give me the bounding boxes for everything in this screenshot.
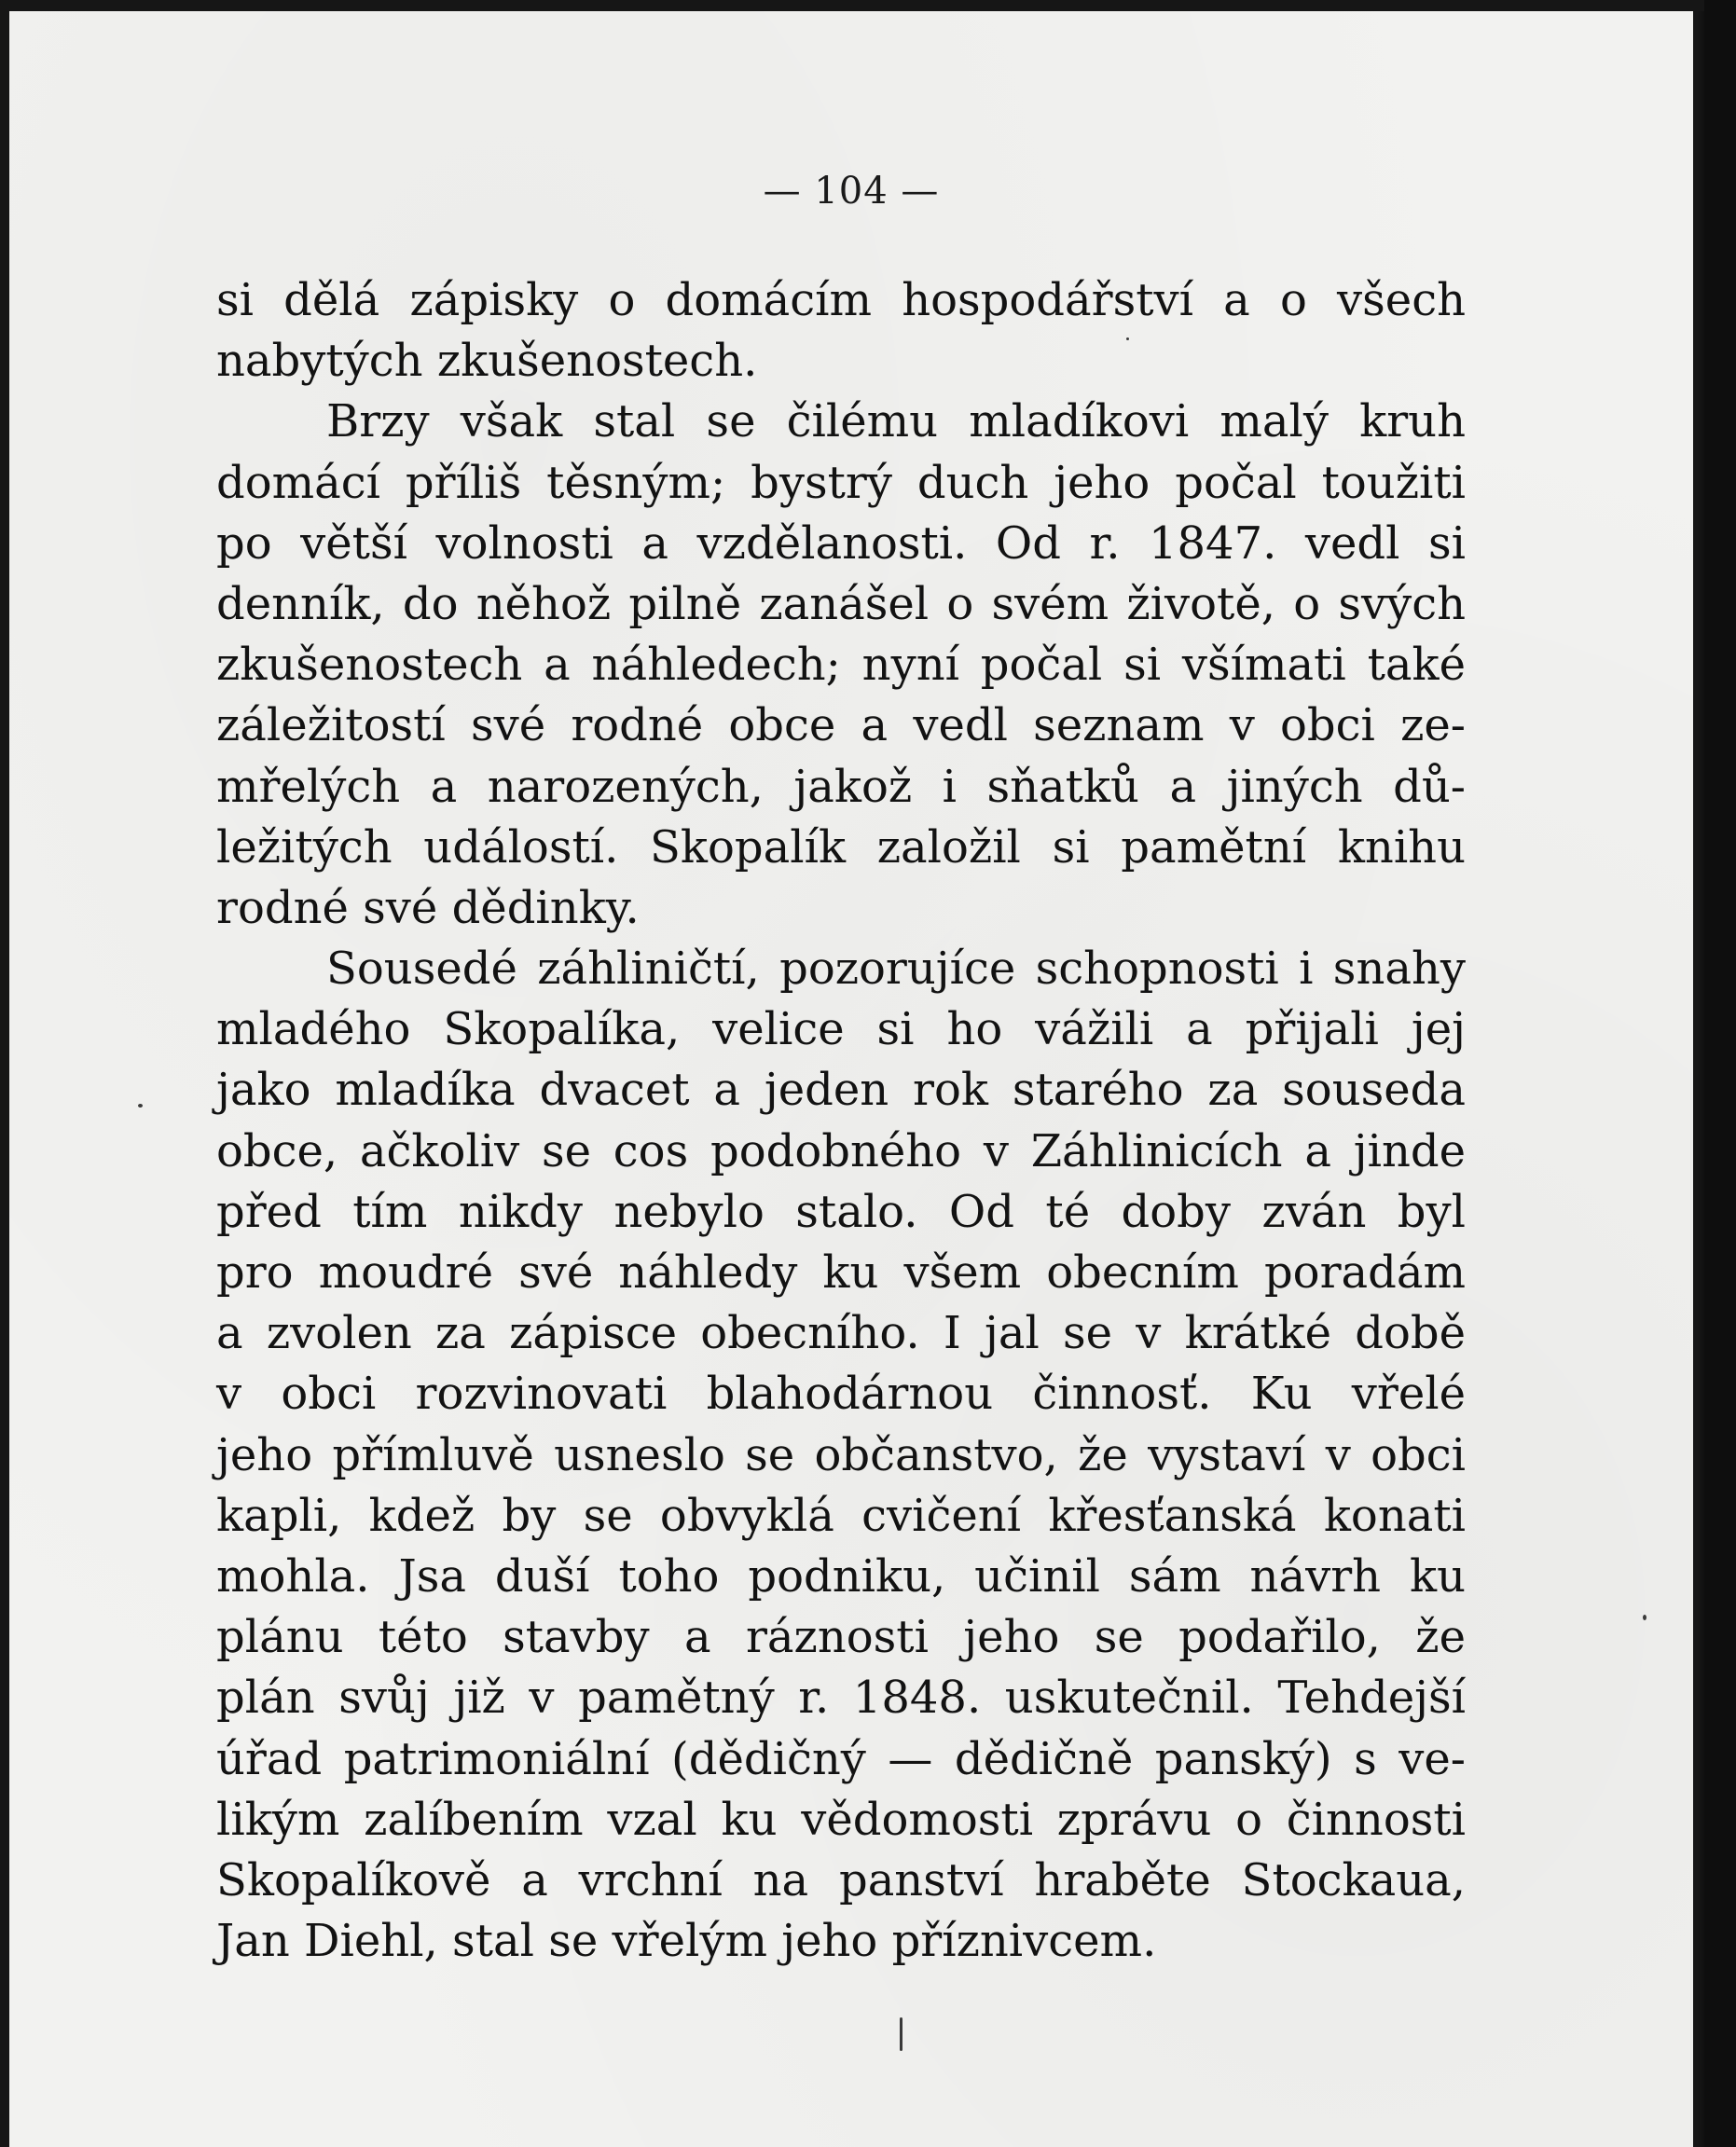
paper-speck	[1126, 337, 1129, 340]
text-line: plánu této stavby a ráznosti jeho se podařilo, že	[216, 1611, 1466, 1664]
text-line: pro moudré své náhledy ku všem obecním poradám	[216, 1246, 1466, 1299]
page-number: — 104 —	[763, 170, 940, 213]
text-line: mohla. Jsa duší toho podniku, učinil sám návrh ku	[216, 1549, 1466, 1603]
text-line: nabytých zkušenostech.	[216, 335, 758, 388]
text-line: jako mladíka dvacet a jeden rok starého za souseda	[216, 1064, 1466, 1117]
text-line: záležitostí své rodné obce a vedl seznam v obci ze-	[216, 699, 1466, 752]
text-line: po větší volnosti a vzdělanosti. Od r. 1847. vedl si	[216, 516, 1466, 570]
text-line: likým zalíbením vzal ku vědomosti zprávu o činnosti	[216, 1793, 1466, 1846]
paragraph	[216, 270, 1466, 392]
paragraph	[216, 939, 1466, 1972]
text-line: zkušenostech a náhledech; nyní počal si všímati také	[216, 639, 1466, 692]
text-line: Skopalíkově a vrchní na panství hraběte Stockaua,	[216, 1853, 1466, 1906]
text-line: kapli, kdež by se obvyklá cvičení křesťanská konati	[216, 1489, 1466, 1542]
text-line: v obci rozvinovati blahodárnou činnosť. Ku vřelé	[216, 1368, 1466, 1421]
book-page	[9, 11, 1693, 2147]
text-line: plán svůj již v pamětný r. 1848. uskutečnil. Tehdejší	[216, 1672, 1466, 1725]
paper-speck	[138, 1104, 143, 1108]
body-text	[216, 270, 1466, 1972]
paper-speck	[1643, 1615, 1646, 1620]
text-line: jeho přímluvě usneslo se občanstvo, že vystaví v obci	[216, 1428, 1466, 1481]
text-line: mřelých a narozených, jakož i sňatků a jiných dů-	[216, 760, 1466, 813]
text-line: Jan Diehl, stal se vřelým jeho příznivcem.	[216, 1915, 1157, 1968]
text-line: domácí příliš těsným; bystrý duch jeho počal toužiti	[216, 456, 1466, 509]
text-line: Sousedé záhliničtí, pozorujíce schopnosti i snahy	[326, 943, 1466, 996]
page-edge-shadow	[1697, 11, 1704, 2147]
paper-speck	[900, 2017, 902, 2051]
text-line: úřad patrimoniální (dědičný — dědičně panský) s ve-	[216, 1732, 1466, 1785]
text-line: před tím nikdy nebylo stalo. Od té doby zván byl	[216, 1185, 1466, 1238]
text-line: si dělá zápisky o domácím hospodářství a o všech	[216, 274, 1466, 326]
text-line: mladého Skopalíka, velice si ho vážili a přijali jej	[216, 1003, 1466, 1056]
text-line: rodné své dědinky.	[216, 881, 640, 934]
text-line: denník, do něhož pilně zanášel o svém životě, o svých	[216, 577, 1466, 630]
text-line: ležitých událostí. Skopalík založil si pamětní knihu	[216, 820, 1466, 874]
scan-border	[1704, 0, 1736, 2147]
paragraph	[216, 392, 1466, 939]
text-line: a zvolen za zápisce obecního. I jal se v krátké době	[216, 1307, 1466, 1360]
text-line: Brzy však stal se čilému mladíkovi malý kruh	[326, 395, 1466, 448]
text-line: obce, ačkoliv se cos podobného v Záhlinicích a jinde	[216, 1124, 1466, 1177]
